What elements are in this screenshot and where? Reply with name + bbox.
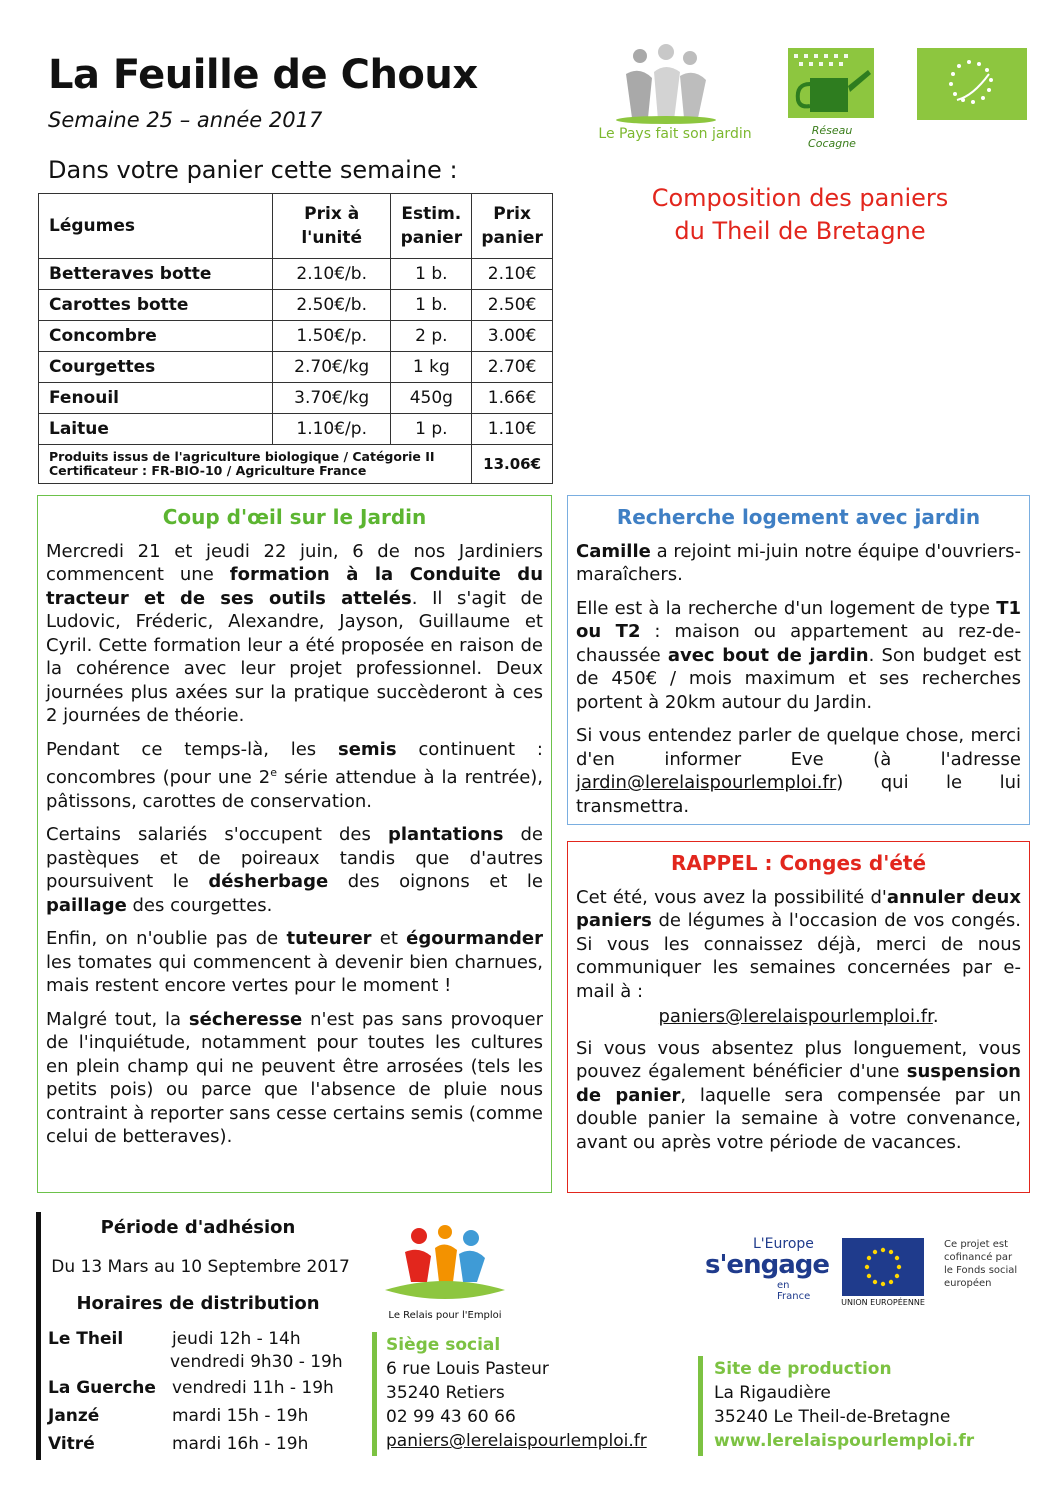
basket-price: 2.10€	[472, 259, 553, 290]
europe-sengage-logo	[705, 1236, 829, 1306]
schedule-place: Le Theil	[48, 1329, 124, 1349]
housing-paragraph-3: Si vous entendez parler de quelque chose, merci d'en informer Eve (à l'adresse jardin@lerelaispourlemploi.fr) qui le lui transmettra.	[576, 725, 1021, 817]
unit-price: 3.70€/kg	[272, 383, 391, 414]
eu-stars-icon	[842, 1238, 924, 1296]
basket-price: 1.10€	[472, 414, 553, 445]
housing-paragraph-2: Elle est à la recherche d'un logement de type T1 ou T2 : maison ou appartement au rez-de-chaussée avec bout de jardin. Son budget est de 450€ / mois maximum et ses recherches portent à 20km autour du Jardin.	[576, 597, 1022, 713]
composition-heading	[600, 182, 1000, 248]
certification-note	[39, 445, 472, 484]
basket-price: 1.66€	[472, 383, 553, 414]
vegetable-name: Courgettes	[39, 352, 273, 383]
vegetable-name: Betteraves botte	[39, 259, 273, 290]
table-row	[39, 290, 553, 321]
paniers-email-link[interactable]: paniers@lerelaispourlemploi.fr	[658, 1006, 933, 1027]
estimated-quantity: 1 b.	[391, 290, 472, 321]
relais-emploi-caption: Le Relais pour l'Emploi	[388, 1310, 502, 1321]
issue-subtitle: Semaine 25 – année 2017	[48, 108, 323, 132]
vegetable-name: Laitue	[39, 414, 273, 445]
europe-logo-text-2: s'engage	[705, 1250, 829, 1280]
production-site-address	[714, 1357, 974, 1453]
garden-news-title: Coup d'œil sur le Jardin	[162, 505, 427, 529]
membership-period-title: Période d'adhésion	[100, 1217, 296, 1238]
head-office-phone: 02 99 43 60 66	[386, 1407, 516, 1427]
membership-period-dates: Du 13 Mars au 10 Septembre 2017	[51, 1257, 350, 1277]
production-site-city: 35240 Le Theil-de-Bretagne	[714, 1407, 951, 1427]
website-link[interactable]: www.lerelaispourlemploi.fr	[714, 1431, 975, 1451]
production-divider	[698, 1356, 703, 1456]
eu-flag-logo	[842, 1238, 924, 1296]
holiday-reminder-title: RAPPEL : Conges d'été	[670, 851, 927, 875]
estimated-quantity: 2 p.	[391, 321, 472, 352]
reminder-email-line: paniers@lerelaispourlemploi.fr.	[658, 1006, 939, 1027]
column-header: Estim. panier	[391, 194, 472, 259]
unit-price: 2.70€/kg	[272, 352, 391, 383]
head-office-label: Siège social	[386, 1335, 501, 1355]
vegetable-price-table	[38, 193, 553, 484]
schedule-time: jeudi 12h - 14h	[172, 1329, 301, 1349]
pays-jardin-logo	[590, 44, 760, 144]
eu-caption: UNION EUROPÉENNE	[841, 1298, 925, 1307]
column-header: Prix à l'unité	[272, 194, 391, 259]
reminder-paragraph-2: Si vous vous absentez plus longuement, vous pouvez également bénéficier d'une suspension de panier, laquelle sera compensée par un double panier la semaine à votre convenance, avant ou après votre période de vacances.	[576, 1037, 1021, 1153]
reseau-cocagne-caption: Réseau Cocagne	[808, 124, 856, 150]
basket-heading: Dans votre panier cette semaine :	[48, 156, 458, 184]
schedule-time: mardi 15h - 19h	[172, 1406, 309, 1426]
garden-paragraph-5: Malgré tout, la sécheresse n'est pas sans provoquer de l'inquiétude, notamment pour toutes les cultures en plein champ qui ne peuvent être arrosées (tels les petits pois) ou parce que l'absence de pluie nous contraint à reporter sans cesse certains semis (comme celui de betteraves).	[46, 1008, 543, 1147]
schedule-place: Janzé	[48, 1406, 100, 1426]
schedule-time: vendredi 11h - 19h	[172, 1378, 334, 1398]
relais-emploi-figures-icon	[375, 1222, 515, 1308]
pays-jardin-figures-icon	[590, 44, 760, 124]
europe-logo-text-3: en France	[777, 1280, 811, 1302]
schedule-place: Vitré	[48, 1434, 95, 1454]
basket-price: 2.70€	[472, 352, 553, 383]
basket-price: 3.00€	[472, 321, 553, 352]
head-office-street: 6 rue Louis Pasteur	[386, 1359, 549, 1379]
watering-can-icon	[788, 48, 874, 118]
column-header: Légumes	[39, 194, 273, 259]
housing-search-title: Recherche logement avec jardin	[616, 505, 981, 529]
footer-divider	[36, 1212, 41, 1460]
housing-search-box	[567, 495, 1030, 825]
newsletter-title: La Feuille de Choux	[48, 52, 478, 98]
table-row	[39, 259, 553, 290]
estimated-quantity: 450g	[391, 383, 472, 414]
jardin-email-link[interactable]: jardin@lerelaispourlemploi.fr	[576, 772, 837, 793]
table-header-row	[39, 194, 553, 259]
estimated-quantity: 1 p.	[391, 414, 472, 445]
garden-paragraph-4: Enfin, on n'oublie pas de tuteurer et égourmander les tomates qui commencent à devenir bien charnues, mais restent encore vertes pour le moment !	[46, 928, 543, 996]
schedule-time: mardi 16h - 19h	[172, 1434, 309, 1454]
vegetable-name: Carottes botte	[39, 290, 273, 321]
basket-total: 13.06€	[472, 445, 553, 484]
relais-emploi-logo	[375, 1222, 515, 1322]
estimated-quantity: 1 kg	[391, 352, 472, 383]
production-site-place: La Rigaudière	[714, 1383, 831, 1403]
housing-paragraph-1: Camille a rejoint mi-juin notre équipe d'ouvriers-maraîchers.	[576, 540, 1021, 585]
unit-price: 2.10€/b.	[272, 259, 391, 290]
composition-line-1: Composition des paniers	[651, 184, 949, 212]
composition-line-2: du Theil de Bretagne	[674, 217, 926, 245]
table-row	[39, 352, 553, 383]
pays-jardin-caption: Le Pays fait son jardin	[598, 126, 752, 142]
eu-organic-leaf-logo	[917, 48, 1027, 120]
certification-line-1: Produits issus de l'agriculture biologique / Catégorie II	[49, 449, 435, 464]
holiday-reminder-box	[567, 841, 1030, 1193]
head-office-address	[386, 1333, 647, 1453]
unit-price: 1.10€/p.	[272, 414, 391, 445]
schedule-place: La Guerche	[48, 1378, 156, 1398]
reminder-paragraph-1: Cet été, vous avez la possibilité d'annuler deux paniers de légumes à l'occasion de vos congés. Si vous les connaissez déjà, merci de nous communiquer les semaines concernées par e-mail à :	[576, 886, 1021, 1002]
production-site-label: Site de production	[714, 1359, 892, 1379]
eu-organic-leaf-icon	[917, 48, 1027, 120]
vegetable-name: Concombre	[39, 321, 273, 352]
unit-price: 2.50€/b.	[272, 290, 391, 321]
column-header: Prix panier	[472, 194, 553, 259]
basket-price: 2.50€	[472, 290, 553, 321]
head-office-city: 35240 Retiers	[386, 1383, 505, 1403]
head-office-email-link[interactable]: paniers@lerelaispourlemploi.fr	[386, 1431, 647, 1451]
schedule-time: vendredi 9h30 - 19h	[170, 1352, 343, 1372]
vegetable-name: Fenouil	[39, 383, 273, 414]
europe-logo-text-1: L'Europe	[753, 1236, 814, 1252]
garden-paragraph-2: Pendant ce temps-là, les semis continuent : concombres (pour une 2e série attendue à la rentrée), pâtissons, carottes de conservation.	[46, 738, 544, 812]
estimated-quantity: 1 b.	[391, 259, 472, 290]
garden-paragraph-3: Certains salariés s'occupent des plantations de pastèques et de poireaux tandis que d'autres poursuivent le désherbage des oignons et le paillage des courgettes.	[46, 824, 543, 916]
distribution-hours-title: Horaires de distribution	[76, 1293, 320, 1314]
reseau-cocagne-logo	[788, 48, 876, 150]
table-row	[39, 383, 553, 414]
table-row	[39, 414, 553, 445]
garden-paragraph-1: Mercredi 21 et jeudi 22 juin, 6 de nos Jardiniers commencent une formation à la Conduite du tracteur et de ses outils attelés. Il s'agit de Ludovic, Fréderic, Alexandre, Jayson, Guillaume et Cyril. Cette formation leur a été proposée en raison de la cohérence avec leur projet professionnel. Deux journées plus axées sur la pratique succèderont à ces 2 journées de théorie.	[46, 540, 544, 726]
table-row	[39, 321, 553, 352]
unit-price: 1.50€/p.	[272, 321, 391, 352]
garden-news-box	[37, 495, 552, 1193]
table-footer-row	[39, 445, 553, 484]
siege-divider	[372, 1332, 377, 1456]
fse-cofinancing-note: Ce projet est cofinancé par le Fonds social européen	[944, 1239, 1018, 1289]
certification-line-2: Certificateur : FR-BIO-10 / Agriculture France	[49, 463, 367, 478]
